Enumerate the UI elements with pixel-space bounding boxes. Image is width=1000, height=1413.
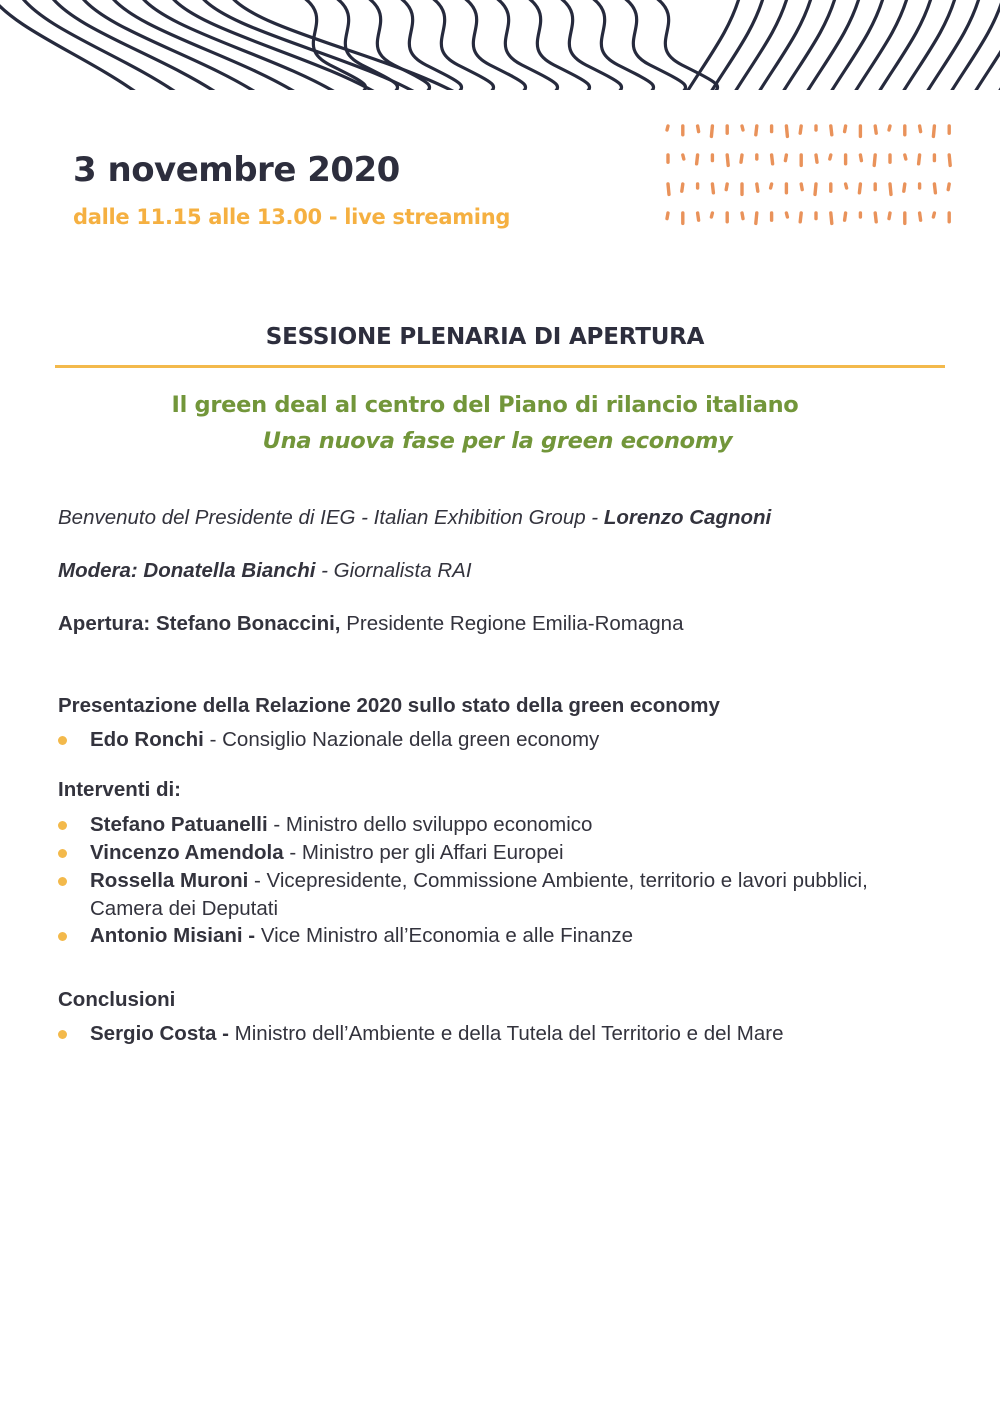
dash-mark bbox=[712, 184, 713, 193]
dash-mark bbox=[933, 213, 934, 217]
dash-mark bbox=[726, 184, 727, 190]
dash-mark bbox=[742, 213, 743, 219]
list-item bbox=[58, 922, 938, 950]
speaker-role: - Ministro per gli Affari Europei bbox=[283, 841, 564, 864]
moderator-line bbox=[58, 559, 472, 583]
speaker-name: Edo Ronchi bbox=[90, 728, 204, 751]
list-item bbox=[58, 839, 938, 867]
dash-mark bbox=[933, 126, 934, 136]
dash-mark bbox=[785, 155, 786, 161]
speaker-role: - Ministro dello sviluppo economico bbox=[267, 813, 593, 836]
wave-line bbox=[140, 0, 340, 90]
list-item bbox=[58, 726, 938, 754]
dash-mark bbox=[815, 184, 816, 194]
opening-label: Apertura: Stefano Bonaccini, bbox=[58, 612, 341, 635]
wave-line bbox=[685, 0, 740, 90]
dash-mark bbox=[905, 155, 906, 159]
dash-mark bbox=[904, 184, 905, 191]
moderator-role: - Giornalista RAI bbox=[315, 559, 472, 582]
dash-mark bbox=[816, 155, 817, 162]
dash-mark bbox=[859, 184, 860, 193]
dash-mark bbox=[949, 155, 950, 165]
dash-mark bbox=[845, 126, 846, 132]
speaker-name: Stefano Patuanelli bbox=[90, 813, 268, 836]
dash-mark bbox=[948, 184, 949, 190]
wave-line bbox=[460, 0, 526, 90]
dash-mark bbox=[890, 184, 891, 194]
event-time: dalle 11.15 alle 13.00 - live streaming bbox=[73, 205, 511, 229]
dash-mark bbox=[741, 155, 742, 162]
speaker-role: - Vicepresidente, Commissione Ambiente, territorio e lavori pubblici, Camera dei Deputati bbox=[90, 869, 868, 920]
dash-mark bbox=[860, 155, 861, 161]
wave-line bbox=[556, 0, 622, 90]
dash-mark bbox=[846, 184, 847, 188]
speaker-name: Sergio Costa - bbox=[90, 1022, 229, 1045]
interventions-heading: Interventi di: bbox=[58, 778, 182, 801]
wave-line bbox=[492, 0, 558, 90]
dash-mark bbox=[667, 213, 668, 219]
session-title: SESSIONE PLENARIA DI APERTURA bbox=[265, 324, 705, 350]
dash-mark bbox=[668, 184, 669, 194]
dash-mark bbox=[667, 126, 668, 130]
welcome-name: Lorenzo Cagnoni bbox=[603, 506, 772, 529]
dash-mark bbox=[934, 184, 935, 193]
dash-mark bbox=[711, 126, 712, 136]
dash-mark bbox=[698, 213, 699, 220]
dash-mark bbox=[682, 184, 683, 191]
speaker-name: Rossella Muroni bbox=[90, 869, 249, 892]
dash-mark bbox=[727, 155, 728, 165]
dash-mark bbox=[830, 155, 831, 159]
decorative-dash-pattern bbox=[660, 118, 960, 228]
opening-role: Presidente Regione Emilia-Romagna bbox=[340, 612, 684, 635]
dash-mark bbox=[698, 126, 699, 132]
dash-mark bbox=[800, 126, 801, 133]
opening-line bbox=[58, 612, 684, 636]
welcome-line bbox=[58, 506, 771, 530]
dash-mark bbox=[756, 213, 757, 223]
dash-mark bbox=[757, 184, 758, 191]
decorative-wave-lines bbox=[0, 0, 1000, 90]
wave-line bbox=[620, 0, 686, 90]
dash-mark bbox=[800, 213, 801, 222]
moderator-label: Modera: Donatella Bianchi bbox=[58, 559, 316, 582]
bullet-icon bbox=[58, 877, 67, 886]
wave-line bbox=[588, 0, 654, 90]
wave-line bbox=[524, 0, 590, 90]
wave-line bbox=[652, 0, 718, 90]
bullet-icon bbox=[58, 736, 67, 745]
speaker-role: Vice Ministro all’Economia e alle Finanze bbox=[255, 924, 634, 947]
dash-mark bbox=[756, 126, 757, 135]
section-divider bbox=[55, 365, 945, 368]
dash-mark bbox=[874, 155, 875, 165]
dash-mark bbox=[742, 126, 743, 130]
wave-line bbox=[110, 0, 300, 90]
subtitle-line-1: Il green deal al centro del Piano di rilancio italiano bbox=[171, 392, 799, 418]
speaker-role: Ministro dell’Ambiente e della Tutela del Territorio e del Mare bbox=[228, 1022, 784, 1045]
speaker-role: - Consiglio Nazionale della green economy bbox=[203, 728, 600, 751]
dash-mark bbox=[786, 213, 787, 217]
dash-mark bbox=[697, 155, 698, 164]
dash-mark bbox=[786, 126, 787, 136]
speaker-name: Vincenzo Amendola bbox=[90, 841, 284, 864]
bullet-icon bbox=[58, 821, 67, 830]
dash-mark bbox=[711, 213, 712, 217]
welcome-prefix: Benvenuto del Presidente di IEG - Italian Exhibition Group - bbox=[58, 506, 604, 529]
subtitle-line-2: Una nuova fase per la green economy bbox=[262, 428, 733, 454]
speaker-name: Antonio Misiani - bbox=[90, 924, 256, 947]
dash-mark bbox=[919, 155, 920, 164]
list-item bbox=[58, 1020, 938, 1048]
dash-mark bbox=[683, 155, 684, 159]
bullet-icon bbox=[58, 849, 67, 858]
dash-mark bbox=[889, 213, 890, 219]
dash-mark bbox=[831, 213, 832, 223]
conclusions-heading: Conclusioni bbox=[58, 988, 176, 1011]
dash-mark bbox=[875, 126, 876, 133]
dash-mark bbox=[845, 213, 846, 220]
dash-mark bbox=[875, 213, 876, 222]
event-date: 3 novembre 2020 bbox=[73, 150, 400, 190]
dash-mark bbox=[831, 126, 832, 135]
dash-mark bbox=[801, 184, 802, 190]
list-item bbox=[58, 811, 938, 839]
dash-mark bbox=[920, 126, 921, 132]
presentation-heading: Presentazione della Relazione 2020 sullo stato della green economy bbox=[58, 694, 720, 717]
list-item bbox=[58, 867, 938, 922]
wave-line bbox=[396, 0, 462, 90]
dash-mark bbox=[889, 126, 890, 130]
wave-line bbox=[428, 0, 494, 90]
dash-mark bbox=[920, 213, 921, 220]
bullet-icon bbox=[58, 932, 67, 941]
dash-mark bbox=[771, 184, 772, 188]
dash-mark bbox=[772, 155, 773, 164]
bullet-icon bbox=[58, 1030, 67, 1039]
